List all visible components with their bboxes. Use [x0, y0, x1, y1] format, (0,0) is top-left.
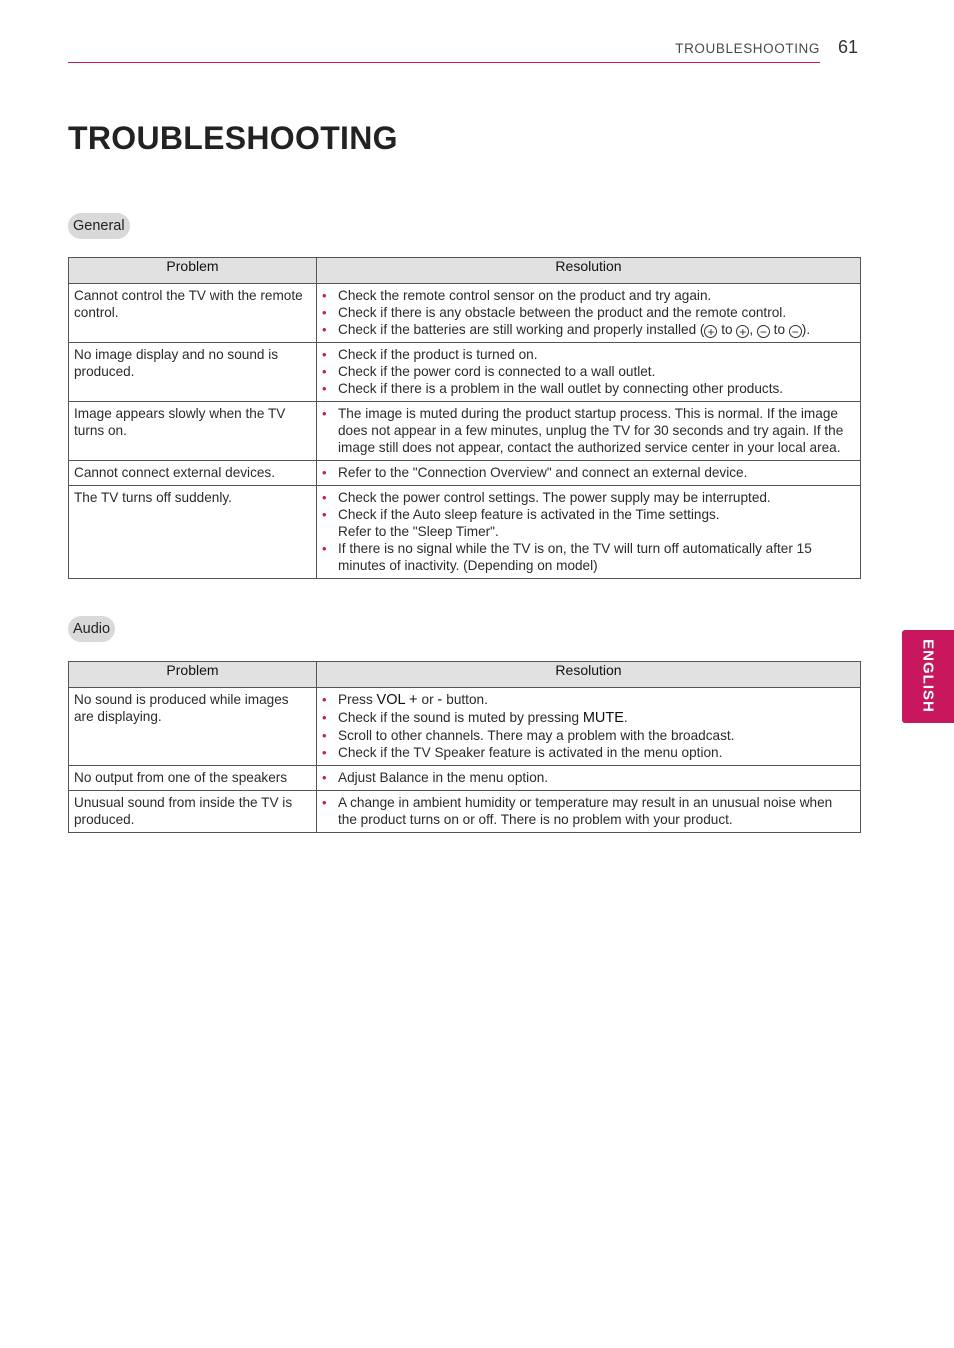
audio-section-label: Audio	[68, 616, 115, 642]
problem-cell: No image display and no sound is produced.	[69, 343, 317, 402]
resolution-item: • Check if the Auto sleep feature is activated in the Time settings. Refer to the "Sleep Timer".	[322, 507, 720, 539]
bullet-icon: •	[322, 490, 327, 505]
table-row	[69, 766, 861, 791]
col-resolution: Resolution	[317, 258, 861, 284]
col-problem: Problem	[69, 662, 317, 688]
table-row	[69, 461, 861, 486]
general-table	[68, 257, 861, 579]
problem-cell: No sound is produced while images are displaying.	[69, 688, 317, 766]
problem-cell: Unusual sound from inside the TV is produced.	[69, 791, 317, 833]
resolution-cell	[317, 766, 861, 791]
bullet-icon: •	[322, 364, 327, 379]
resolution-item: • Refer to the "Connection Overview" and connect an external device.	[322, 465, 748, 480]
resolution-item: • Check the remote control sensor on the product and try again.	[322, 288, 712, 303]
resolution-cell	[317, 688, 861, 766]
resolution-item: • A change in ambient humidity or temperature may result in an unusual noise when the product turns on or off. There is no problem with your product.	[322, 795, 833, 827]
problem-cell: No output from one of the speakers	[69, 766, 317, 791]
table-row	[69, 486, 861, 579]
bullet-icon: •	[322, 381, 327, 396]
bullet-icon: •	[322, 745, 327, 760]
mute-key: MUTE	[582, 710, 624, 726]
bullet-icon: •	[322, 692, 327, 707]
general-section-label: General	[68, 213, 130, 239]
table-row	[69, 791, 861, 833]
resolution-item: • If there is no signal while the TV is on, the TV will turn off automatically after 15 minutes of inactivity. (Depending on model)	[322, 541, 812, 573]
battery-plus-icon: +	[704, 325, 717, 338]
resolution-item: • Check if the product is turned on.	[322, 347, 538, 362]
bullet-icon: •	[322, 728, 327, 743]
audio-table	[68, 661, 861, 833]
resolution-cell	[317, 461, 861, 486]
general-table-header	[69, 258, 861, 284]
resolution-item: • Check if the sound is muted by pressing MUTE.	[322, 710, 628, 726]
resolution-cell	[317, 284, 861, 343]
resolution-item: • Check if the power cord is connected to a wall outlet.	[322, 364, 656, 379]
bullet-icon: •	[322, 541, 327, 556]
problem-cell: The TV turns off suddenly.	[69, 486, 317, 579]
vol-minus-key: -	[437, 692, 447, 708]
problem-cell: Cannot control the TV with the remote control.	[69, 284, 317, 343]
resolution-item: • Press VOL + or - button.	[322, 692, 488, 708]
battery-plus-icon: +	[736, 325, 749, 338]
resolution-item: • Check if there is any obstacle between the product and the remote control.	[322, 305, 787, 320]
running-header: TROUBLESHOOTING	[675, 41, 820, 56]
resolution-cell	[317, 791, 861, 833]
problem-cell: Cannot connect external devices.	[69, 461, 317, 486]
resolution-item: • Check the power control settings. The power supply may be interrupted.	[322, 490, 771, 505]
bullet-icon: •	[322, 347, 327, 362]
resolution-item: • Adjust Balance in the menu option.	[322, 770, 549, 785]
bullet-icon: •	[322, 710, 327, 725]
bullet-icon: •	[322, 406, 327, 421]
table-row	[69, 343, 861, 402]
resolution-item: • Check if the TV Speaker feature is activated in the menu option.	[322, 745, 723, 760]
col-problem: Problem	[69, 258, 317, 284]
table-row	[69, 402, 861, 461]
resolution-item: • Check if the batteries are still working and properly installed ( + to + , − to − ).	[322, 322, 811, 339]
vol-plus-key: VOL +	[376, 692, 422, 708]
bullet-icon: •	[322, 507, 327, 522]
header-rule	[68, 62, 820, 63]
language-tab	[902, 630, 954, 723]
battery-minus-icon: −	[757, 325, 770, 338]
bullet-icon: •	[322, 305, 327, 320]
resolution-item: • Scroll to other channels. There may a problem with the broadcast.	[322, 728, 735, 743]
bullet-icon: •	[322, 322, 327, 337]
problem-cell: Image appears slowly when the TV turns on.	[69, 402, 317, 461]
resolution-cell	[317, 343, 861, 402]
resolution-item: • Check if there is a problem in the wall outlet by connecting other products.	[322, 381, 784, 396]
resolution-item: • The image is muted during the product startup process. This is normal. If the image does not appear in a few minutes, unplug the TV for 30 seconds and try again. If the image still does not appear, contact the authorized service center in your local area.	[322, 406, 844, 455]
page-number: 61	[838, 37, 859, 57]
resolution-cell	[317, 486, 861, 579]
col-resolution: Resolution	[317, 662, 861, 688]
audio-table-header	[69, 662, 861, 688]
bullet-icon: •	[322, 770, 327, 785]
bullet-icon: •	[322, 795, 327, 810]
table-row	[69, 688, 861, 766]
resolution-cell	[317, 402, 861, 461]
bullet-icon: •	[322, 465, 327, 480]
language-tab-label: ENGLISH	[919, 639, 937, 713]
table-row	[69, 284, 861, 343]
page-title: TROUBLESHOOTING	[68, 120, 398, 156]
bullet-icon: •	[322, 288, 327, 303]
battery-minus-icon: −	[789, 325, 802, 338]
